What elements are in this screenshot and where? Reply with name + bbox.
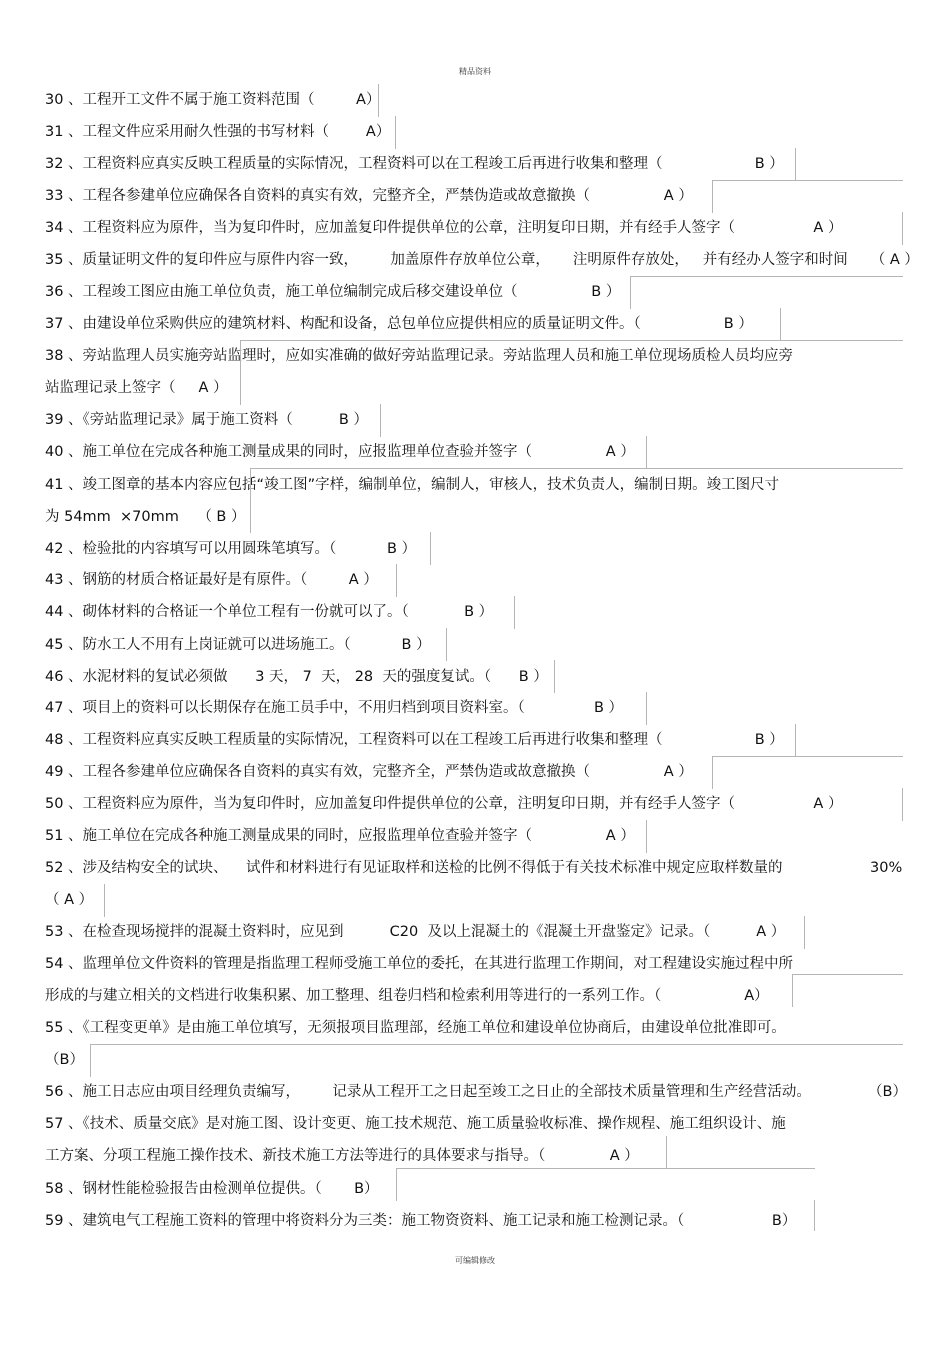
box-edge xyxy=(514,596,515,629)
question-line: 40 、施工单位在完成各种施工测量成果的同时，应报监理单位查验并签字（ A ） xyxy=(45,444,635,460)
question-line: 33 、工程各参建单位应确保各自资料的真实有效，完整齐全，严禁伪造或故意撤换（ A ） xyxy=(45,188,693,204)
question-line: 32 、工程资料应真实反映工程质量的实际情况，工程资料可以在工程竣工后再进行收集和整理（ B ） xyxy=(45,156,784,172)
box-edge xyxy=(666,1136,667,1169)
question-line: 38 、旁站监理人员实施旁站监理时，应如实准确的做好旁站监理记录。旁站监理人员和施工单位现场质检人员均应旁 xyxy=(45,348,794,364)
question-line: 30 、工程开工文件不属于施工资料范围（ A） xyxy=(45,92,381,108)
box-edge xyxy=(795,148,796,181)
box-edge xyxy=(646,436,647,469)
question-line: 45 、防水工人不用有上岗证就可以进场施工。（ B ） xyxy=(45,637,431,653)
question-line: 56 、施工日志应由项目经理负责编写， 记录从工程开工之日起至竣工之日止的全部技术质量管理和生产经营活动。 xyxy=(45,1084,811,1100)
answer-text: （B） xyxy=(868,1084,907,1100)
box-edge xyxy=(902,788,903,821)
box-edge xyxy=(814,1200,815,1231)
box-edge xyxy=(104,884,105,917)
question-line: （B） xyxy=(45,1052,84,1068)
question-line: 51 、施工单位在完成各种施工测量成果的同时，应报监理单位查验并签字（ A ） xyxy=(45,828,635,844)
question-line: 46 、水泥材料的复试必须做 3 天， 7 天， 28 天的强度复试。（ B ） xyxy=(45,669,548,685)
box-edge xyxy=(804,916,805,949)
box-edge xyxy=(430,532,431,565)
box-edge xyxy=(712,180,903,213)
question-line: （ A ） xyxy=(45,892,94,908)
question-line: 49 、工程各参建单位应确保各自资料的真实有效，完整齐全，严禁伪造或故意撤换（ A ） xyxy=(45,764,693,780)
box-edge xyxy=(554,660,555,693)
question-line: 47 、项目上的资料可以长期保存在施工员手中，不用归档到项目资料室。（ B ） xyxy=(45,700,624,716)
question-line: 34 、工程资料应为原件，当为复印件时，应加盖复印件提供单位的公章，注明复印日期，并有经手人签字（ A ） xyxy=(45,220,843,236)
box-edge xyxy=(646,692,647,725)
page-header: 精品资料 xyxy=(459,67,491,76)
question-line: 工方案、分项工程施工操作技术、新技术施工方法等进行的具体要求与指导。（ A ） xyxy=(45,1148,639,1164)
box-edge xyxy=(902,212,903,245)
question-line: 41 、竣工图章的基本内容应包括“竣工图”字样，编制单位，编制人，审核人，技术负责人，编制日期。竣工图尺寸 xyxy=(45,477,780,493)
box-edge xyxy=(646,820,647,853)
question-line: 50 、工程资料应为原件，当为复印件时，应加盖复印件提供单位的公章，注明复印日期，并有经手人签字（ A ） xyxy=(45,796,843,812)
page-footer: 可编辑修改 xyxy=(455,1256,495,1265)
box-edge xyxy=(396,564,397,597)
box-edge xyxy=(395,116,396,149)
question-line: 为 54mm ×70mm （ B ） xyxy=(45,509,246,525)
question-line: 36 、工程竣工图应由施工单位负责，施工单位编制完成后移交建设单位（ B ） xyxy=(45,284,621,300)
answer-text: 30% xyxy=(870,860,903,876)
question-line: 54 、监理单位文件资料的管理是指监理工程师受施工单位的委托，在其进行监理工作期间，对工程建设实施过程中所 xyxy=(45,956,794,972)
question-line: 31 、工程文件应采用耐久性强的书写材料（ A） xyxy=(45,124,391,140)
question-line: 57 、《技术、质量交底》是对施工图、设计变更、施工技术规范、施工质量验收标准、操作规程、施工组织设计、施 xyxy=(45,1116,786,1132)
question-line: 48 、工程资料应真实反映工程质量的实际情况，工程资料可以在工程竣工后再进行收集和整理（ B ） xyxy=(45,732,784,748)
box-edge xyxy=(712,756,903,789)
box-edge xyxy=(396,1168,815,1201)
question-line: 37 、由建设单位采购供应的建筑材料、构配和设备，总包单位应提供相应的质量证明文件。（ B ） xyxy=(45,316,753,332)
question-line: 42 、检验批的内容填写可以用圆珠笔填写。（ B ） xyxy=(45,541,417,557)
box-edge xyxy=(446,628,447,661)
question-line: 43 、钢筋的材质合格证最好是有原件。（ A ） xyxy=(45,572,378,588)
question-line: 44 、砌体材料的合格证一个单位工程有一份就可以了。（ B ） xyxy=(45,604,494,620)
question-line: 53 、在检查现场搅拌的混凝土资料时，应见到 C20 及以上混凝土的《混凝土开盘鉴定》记录。（ A ） xyxy=(45,924,786,940)
box-edge xyxy=(90,1044,903,1077)
question-line: 58 、钢材性能检验报告由检测单位提供。（ B） xyxy=(45,1181,379,1197)
box-edge xyxy=(630,276,903,309)
box-edge xyxy=(380,404,381,437)
question-line: 站监理记录上签字（ A ） xyxy=(45,380,228,396)
question-line: 39 、《旁站监理记录》属于施工资料（ B ） xyxy=(45,412,368,428)
question-line: 52 、涉及结构安全的试块、 试件和材料进行有见证取样和送检的比例不得低于有关技术标准中规定应取样数量的 xyxy=(45,860,783,876)
box-edge xyxy=(780,308,781,341)
box-edge xyxy=(792,974,903,1007)
box-edge xyxy=(795,724,796,757)
question-line: 35 、质量证明文件的复印件应与原件内容一致， 加盖原件存放单位公章， 注明原件存放处， 并有经办人签字和时间 （ A ） xyxy=(45,252,919,268)
question-line: 59 、建筑电气工程施工资料的管理中将资料分为三类：施工物资资料、施工记录和施工检测记录。（ B） xyxy=(45,1213,797,1229)
question-line: 形成的与建立相关的文档进行收集积累、加工整理、组卷归档和检索利用等进行的一系列工作。（ A） xyxy=(45,988,769,1004)
question-line: 55 、《工程变更单》是由施工单位填写，无须报项目监理部，经施工单位和建设单位协商后，由建设单位批准即可。 xyxy=(45,1020,786,1036)
